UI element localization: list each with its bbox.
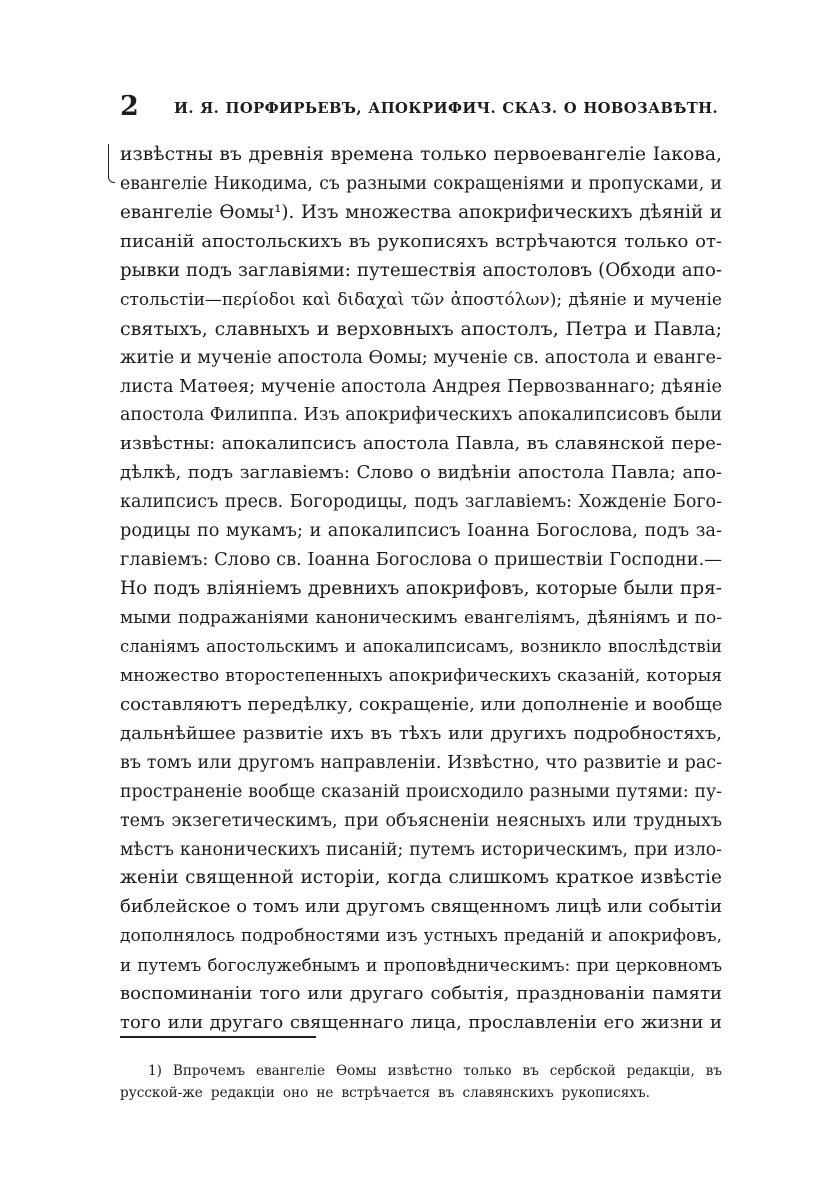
text-line: родицы по мукамъ; и апокалипсисъ Іоанна Богослова, подъ за-: [120, 521, 722, 542]
text-line: воспоминаніи того или другаго событія, празднованіи памяти: [120, 983, 722, 1005]
text-line: писаній апостольскихъ въ рукописяхъ встрѣчаются только от-: [120, 230, 722, 252]
footnote-separator: [120, 1036, 316, 1038]
text-line: главіемъ: Слово св. Іоанна Богослова о пришествіи Господни.—: [120, 550, 722, 571]
text-line: пространеніе вообще сказаній происходило разными путями: пу-: [120, 781, 722, 802]
margin-bracket-mark: [108, 144, 115, 183]
text-line: извѣстны: апокалипсисъ апостола Павла, въ славянской пере-: [120, 433, 722, 455]
text-line: евангеліе Никодима, съ разными сокращеніями и пропусками, и: [120, 173, 722, 194]
footnote: [120, 1060, 722, 1104]
text-line: множество второстепенныхъ апокрифическихъ сказаній, которыя: [120, 665, 722, 686]
text-line: святыхъ, славныхъ и верховныхъ апостолъ, Петра и Павла;: [120, 317, 722, 340]
text-line: евангеліе Ѳомы¹). Изъ множества апокрифическихъ дѣяній и: [120, 201, 722, 223]
body-text: [120, 141, 722, 1038]
footnote-line: 1) Впрочемъ евангеліе Ѳомы извѣстно только въ сербской редакціи, въ: [148, 1063, 722, 1079]
text-line: и путемъ богослужебнымъ и проповѣдническимъ: при церковномъ: [120, 955, 722, 976]
text-line: мѣстъ каноническихъ писаній; путемъ историческимъ, при изло-: [120, 839, 722, 860]
text-line: темъ экзегетическимъ, при объясненіи неясныхъ или трудныхъ: [120, 810, 722, 831]
text-line: дополнялось подробностями изъ устныхъ преданій и апокрифовъ,: [120, 926, 722, 947]
page-number: 2: [120, 91, 139, 122]
text-line: Но подъ вліяніемъ древнихъ апокрифовъ, которые были пря-: [120, 578, 722, 600]
text-line: сланіямъ апостольскимъ и апокалипсисамъ, возникло впослѣдствіи: [120, 636, 722, 656]
text-line: дѣлкѣ, подъ заглавіемъ: Слово о видѣніи апостола Павла; апо-: [120, 462, 722, 484]
running-title: И. Я. ПОРФИРЬЕВЪ, АПОКРИФИЧ. СКАЗ. О НОВОЗАВѢТН.: [174, 100, 718, 117]
text-line: листа Матѳея; мученіе апостола Андрея Первозваннаго; дѣяніе: [120, 376, 722, 397]
text-line: того или другаго священнаго лица, прославленіи его жизни и: [120, 1012, 722, 1034]
text-line: рывки подъ заглавіями: путешествія апостоловъ (Обходи апо-: [120, 259, 722, 281]
text-line: житіе и мученіе апостола Ѳомы; мученіе св. апостола и еванге-: [120, 347, 722, 368]
text-line: библейское о томъ или другомъ священномъ лицѣ или событіи: [120, 896, 723, 918]
text-line: въ томъ или другомъ направленіи. Извѣстно, что развитіе и рас-: [120, 752, 722, 773]
text-line: мыми подражаніями каноническимъ евангеліямъ, дѣяніямъ и по-: [120, 608, 722, 628]
text-line: составляютъ передѣлку, сокращеніе, или дополненіе и вообще: [120, 693, 723, 715]
text-line: дальнѣйшее развитіе ихъ въ тѣхъ или другихъ подробностяхъ,: [120, 722, 722, 744]
text-line: калипсисъ пресв. Богородицы, подъ заглавіемъ: Хожденіе Бого-: [120, 492, 722, 513]
text-line: апостола Филиппа. Изъ апокрифическихъ апокалипсисовъ были: [120, 405, 722, 426]
text-line: женіи священной исторіи, когда слишкомъ краткое извѣстіе: [120, 867, 722, 889]
text-line: стольстіи—περίοδοι καὶ διδαχαὶ τῶν ἀποστόλων); дѣяніе и мученіе: [120, 289, 722, 310]
text-line: извѣстны въ древнія времена только первоевангеліе Іакова,: [120, 144, 722, 165]
footnote-line: русской-же редакціи оно не встрѣчается въ славянскихъ рукописяхъ.: [120, 1085, 650, 1101]
